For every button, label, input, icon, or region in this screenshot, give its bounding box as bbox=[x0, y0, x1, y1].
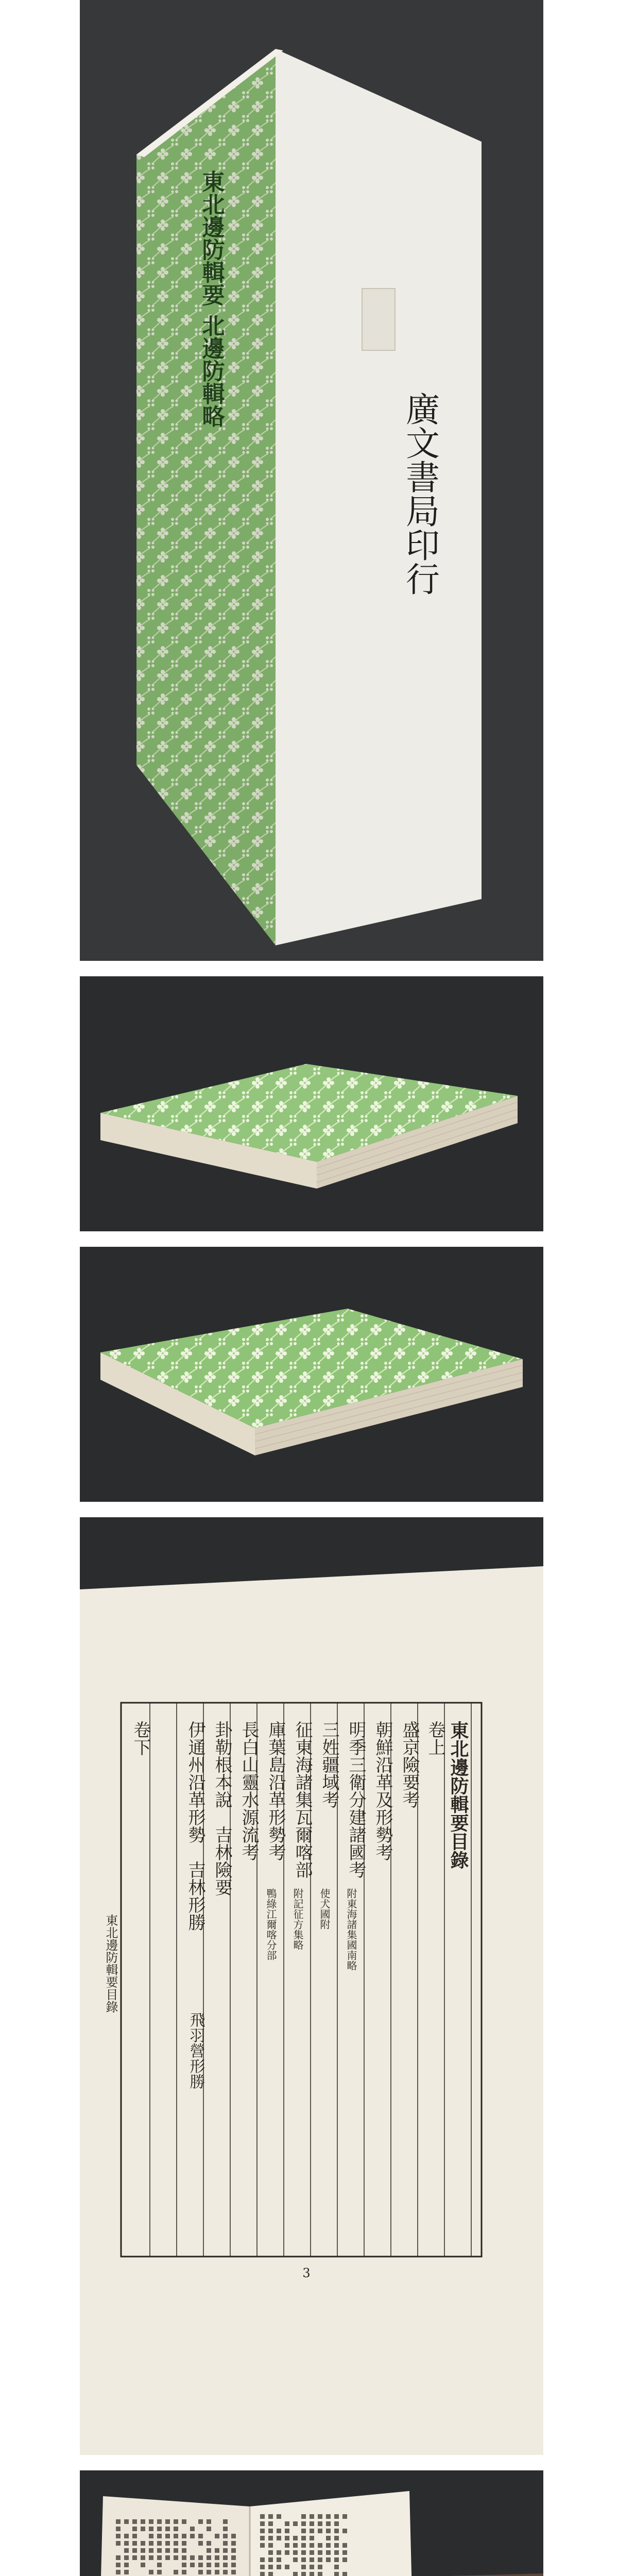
glyph-mark bbox=[124, 2563, 129, 2567]
glyph-mark bbox=[116, 2519, 121, 2524]
glyph-mark bbox=[116, 2570, 121, 2574]
glyph-mark bbox=[285, 2529, 289, 2533]
glyph-mark bbox=[260, 2543, 265, 2548]
glyph-mark bbox=[318, 2529, 322, 2533]
glyph-mark bbox=[260, 2529, 265, 2533]
glyph-mark bbox=[157, 2541, 162, 2546]
glyph-mark bbox=[141, 2563, 145, 2567]
toc-line: 明季三衛分建諸國考 bbox=[346, 1721, 366, 1878]
glyph-mark bbox=[268, 2565, 273, 2569]
toc-vol-upper: 卷上 bbox=[425, 1721, 445, 1756]
glyph-mark bbox=[141, 2519, 145, 2524]
glyph-mark bbox=[165, 2527, 170, 2531]
toc-note: 鴨綠江爾喀分部 bbox=[265, 1888, 277, 1960]
glyph-mark bbox=[260, 2536, 265, 2540]
glyph-mark bbox=[141, 2527, 145, 2531]
glyph-mark bbox=[149, 2570, 153, 2574]
glyph-mark bbox=[207, 2548, 211, 2553]
glyph-mark bbox=[318, 2543, 322, 2548]
glyph-mark bbox=[149, 2541, 153, 2546]
glyph-mark bbox=[132, 2534, 137, 2538]
glyph-mark bbox=[223, 2548, 228, 2553]
glyph-mark bbox=[231, 2563, 236, 2567]
glyph-mark bbox=[198, 2519, 203, 2524]
glyph-mark bbox=[310, 2514, 314, 2519]
toc-header: 東北邊防輯要目錄 bbox=[448, 1721, 469, 1869]
toc-extra-line: 飛羽營形勝 bbox=[186, 2012, 205, 2089]
glyph-mark bbox=[116, 2541, 121, 2546]
glyph-mark bbox=[174, 2555, 178, 2560]
glyph-mark bbox=[334, 2565, 339, 2569]
glyph-mark bbox=[190, 2527, 195, 2531]
glyph-mark bbox=[215, 2555, 219, 2560]
glyph-mark bbox=[334, 2529, 339, 2533]
glyph-mark bbox=[149, 2555, 153, 2560]
glyph-mark bbox=[124, 2570, 129, 2574]
glyph-mark bbox=[260, 2572, 265, 2576]
glyph-mark bbox=[174, 2527, 178, 2531]
toc-line: 伊通州沿革形勢 吉林形勝 bbox=[185, 1721, 205, 1931]
toc-line: 征東海諸集瓦爾喀部 bbox=[292, 1721, 313, 1878]
glyph-mark bbox=[116, 2563, 121, 2567]
book-lying-illustration bbox=[80, 976, 543, 1231]
glyph-mark bbox=[326, 2557, 331, 2562]
glyph-mark bbox=[124, 2519, 129, 2524]
glyph-mark bbox=[223, 2570, 228, 2574]
glyph-mark bbox=[174, 2534, 178, 2538]
toc-note: 使犬國附 bbox=[318, 1888, 331, 1929]
photo-book-lying-front bbox=[80, 976, 543, 1231]
photo-book-lying-angle bbox=[80, 1247, 543, 1502]
glyph-mark bbox=[342, 2550, 347, 2555]
glyph-mark bbox=[132, 2548, 137, 2553]
book-angle-illustration bbox=[80, 1247, 543, 1502]
glyph-mark bbox=[132, 2555, 137, 2560]
glyph-mark bbox=[293, 2557, 298, 2562]
photo-open-book-1 bbox=[80, 2470, 543, 2576]
glyph-mark bbox=[182, 2555, 186, 2560]
toc-note: 附東海諸集國南略 bbox=[345, 1888, 357, 1971]
glyph-mark bbox=[342, 2543, 347, 2548]
glyph-mark bbox=[301, 2572, 306, 2576]
glyph-mark bbox=[198, 2555, 203, 2560]
glyph-mark bbox=[285, 2543, 289, 2548]
glyph-mark bbox=[326, 2550, 331, 2555]
glyph-mark bbox=[301, 2550, 306, 2555]
glyph-mark bbox=[318, 2557, 322, 2562]
glyph-mark bbox=[326, 2529, 331, 2533]
glyph-mark bbox=[207, 2570, 211, 2574]
toc-line: 三姓疆域考 bbox=[319, 1721, 339, 1808]
glyph-mark bbox=[207, 2527, 211, 2531]
glyph-mark bbox=[310, 2557, 314, 2562]
glyph-mark bbox=[157, 2555, 162, 2560]
glyph-mark bbox=[182, 2563, 186, 2567]
glyph-mark bbox=[285, 2565, 289, 2569]
glyph-mark bbox=[268, 2536, 273, 2540]
glyph-mark bbox=[207, 2541, 211, 2546]
glyph-mark bbox=[260, 2565, 265, 2569]
glyph-mark bbox=[277, 2557, 281, 2562]
glyph-mark bbox=[301, 2514, 306, 2519]
photo-book-standing bbox=[80, 0, 543, 961]
toc-page-number: 3 bbox=[302, 2266, 311, 2280]
glyph-mark bbox=[310, 2529, 314, 2533]
toc-line: 朝鮮沿革及形勢考 bbox=[372, 1721, 393, 1861]
glyph-mark bbox=[326, 2536, 331, 2540]
glyph-mark bbox=[293, 2550, 298, 2555]
toc-margin-title: 東北邊防輯要目錄 bbox=[104, 1914, 118, 2013]
glyph-mark bbox=[334, 2514, 339, 2519]
glyph-mark bbox=[174, 2519, 178, 2524]
glyph-mark bbox=[223, 2555, 228, 2560]
glyph-mark bbox=[149, 2527, 153, 2531]
glyph-mark bbox=[277, 2565, 281, 2569]
glyph-mark bbox=[207, 2555, 211, 2560]
glyph-mark bbox=[310, 2536, 314, 2540]
glyph-mark bbox=[318, 2565, 322, 2569]
open-book-1-illustration bbox=[80, 2470, 543, 2576]
glyph-mark bbox=[326, 2521, 331, 2526]
glyph-mark bbox=[310, 2543, 314, 2548]
glyph-mark bbox=[268, 2521, 273, 2526]
glyph-mark bbox=[190, 2534, 195, 2538]
glyph-mark bbox=[198, 2563, 203, 2567]
glyph-mark bbox=[334, 2550, 339, 2555]
glyph-mark bbox=[198, 2534, 203, 2538]
glyph-mark bbox=[174, 2570, 178, 2574]
glyph-mark bbox=[215, 2534, 219, 2538]
glyph-mark bbox=[124, 2548, 129, 2553]
glyph-mark bbox=[223, 2534, 228, 2538]
glyph-mark bbox=[334, 2572, 339, 2576]
glyph-mark bbox=[231, 2555, 236, 2560]
glyph-mark bbox=[293, 2521, 298, 2526]
toc-line: 長白山靈水源流考 bbox=[238, 1721, 259, 1861]
glyph-mark bbox=[326, 2514, 331, 2519]
contents-page-illustration bbox=[80, 1517, 543, 2455]
glyph-mark bbox=[132, 2519, 137, 2524]
glyph-mark bbox=[223, 2527, 228, 2531]
book-standing-illustration bbox=[80, 0, 543, 961]
glyph-mark bbox=[182, 2519, 186, 2524]
glyph-mark bbox=[268, 2543, 273, 2548]
glyph-mark bbox=[116, 2527, 121, 2531]
glyph-mark bbox=[260, 2514, 265, 2519]
glyph-mark bbox=[301, 2521, 306, 2526]
glyph-mark bbox=[174, 2541, 178, 2546]
glyph-mark bbox=[334, 2536, 339, 2540]
glyph-mark bbox=[198, 2570, 203, 2574]
glyph-mark bbox=[190, 2555, 195, 2560]
glyph-mark bbox=[268, 2572, 273, 2576]
glyph-mark bbox=[141, 2548, 145, 2553]
glyph-mark bbox=[293, 2536, 298, 2540]
glyph-mark bbox=[141, 2541, 145, 2546]
glyph-mark bbox=[277, 2550, 281, 2555]
glyph-mark bbox=[293, 2572, 298, 2576]
toc-line: 盛京險要考 bbox=[399, 1721, 420, 1808]
glyph-mark bbox=[141, 2555, 145, 2560]
glyph-mark bbox=[342, 2572, 347, 2576]
glyph-mark bbox=[301, 2529, 306, 2533]
glyph-mark bbox=[198, 2541, 203, 2546]
glyph-mark bbox=[157, 2548, 162, 2553]
glyph-mark bbox=[149, 2548, 153, 2553]
glyph-mark bbox=[277, 2529, 281, 2533]
glyph-mark bbox=[277, 2536, 281, 2540]
glyph-mark bbox=[207, 2519, 211, 2524]
glyph-mark bbox=[215, 2548, 219, 2553]
glyph-mark bbox=[190, 2563, 195, 2567]
glyph-mark bbox=[342, 2514, 347, 2519]
glyph-mark bbox=[231, 2534, 236, 2538]
glyph-mark bbox=[342, 2529, 347, 2533]
glyph-mark bbox=[116, 2534, 121, 2538]
glyph-mark bbox=[301, 2543, 306, 2548]
glyph-mark bbox=[149, 2519, 153, 2524]
glyph-mark bbox=[116, 2555, 121, 2560]
toc-line: 卦勒根本說 吉林險要 bbox=[212, 1721, 232, 1896]
glyph-mark bbox=[260, 2557, 265, 2562]
glyph-mark bbox=[207, 2563, 211, 2567]
glyph-mark bbox=[277, 2514, 281, 2519]
glyph-mark bbox=[326, 2543, 331, 2548]
glyph-mark bbox=[342, 2557, 347, 2562]
glyph-mark bbox=[165, 2519, 170, 2524]
glyph-mark bbox=[268, 2529, 273, 2533]
glyph-mark bbox=[310, 2521, 314, 2526]
photo-contents-page bbox=[80, 1517, 543, 2455]
glyph-mark bbox=[231, 2570, 236, 2574]
glyph-mark bbox=[124, 2534, 129, 2538]
glyph-mark bbox=[182, 2570, 186, 2574]
glyph-mark bbox=[318, 2521, 322, 2526]
glyph-mark bbox=[231, 2541, 236, 2546]
glyph-mark bbox=[223, 2563, 228, 2567]
toc-vol-lower: 卷下 bbox=[130, 1721, 151, 1756]
glyph-mark bbox=[157, 2534, 162, 2538]
glyph-mark bbox=[182, 2534, 186, 2538]
glyph-mark bbox=[285, 2536, 289, 2540]
glyph-mark bbox=[268, 2514, 273, 2519]
glyph-mark bbox=[318, 2514, 322, 2519]
glyph-mark bbox=[301, 2557, 306, 2562]
glyph-mark bbox=[157, 2519, 162, 2524]
glyph-mark bbox=[182, 2541, 186, 2546]
glyph-mark bbox=[182, 2548, 186, 2553]
glyph-mark bbox=[268, 2550, 273, 2555]
glyph-mark bbox=[157, 2527, 162, 2531]
glyph-mark bbox=[149, 2534, 153, 2538]
glyph-mark bbox=[157, 2570, 162, 2574]
glyph-mark bbox=[165, 2541, 170, 2546]
glyph-mark bbox=[285, 2550, 289, 2555]
glyph-mark bbox=[334, 2543, 339, 2548]
glyph-mark bbox=[165, 2555, 170, 2560]
toc-note: 附記征方集略 bbox=[291, 1888, 304, 1950]
glyph-mark bbox=[310, 2550, 314, 2555]
glyph-mark bbox=[301, 2536, 306, 2540]
glyph-mark bbox=[124, 2555, 129, 2560]
toc-line: 庫葉島沿革形勢考 bbox=[265, 1721, 286, 1861]
glyph-mark bbox=[174, 2548, 178, 2553]
glyph-mark bbox=[165, 2534, 170, 2538]
glyph-mark bbox=[334, 2521, 339, 2526]
glyph-mark bbox=[260, 2521, 265, 2526]
glyph-mark bbox=[165, 2548, 170, 2553]
glyph-mark bbox=[231, 2548, 236, 2553]
glyph-mark bbox=[124, 2541, 129, 2546]
glyph-mark bbox=[318, 2550, 322, 2555]
glyph-mark bbox=[318, 2572, 322, 2576]
glyph-mark bbox=[132, 2541, 137, 2546]
glyph-mark bbox=[223, 2519, 228, 2524]
glyph-mark bbox=[334, 2557, 339, 2562]
glyph-mark bbox=[223, 2541, 228, 2546]
glyph-mark bbox=[285, 2521, 289, 2526]
glyph-mark bbox=[310, 2572, 314, 2576]
glyph-mark bbox=[215, 2563, 219, 2567]
cover-imprint: 廣文書局印行 bbox=[400, 392, 440, 596]
glyph-mark bbox=[310, 2565, 314, 2569]
glyph-mark bbox=[215, 2570, 219, 2574]
glyph-mark bbox=[301, 2565, 306, 2569]
glyph-mark bbox=[157, 2563, 162, 2567]
glyph-mark bbox=[293, 2543, 298, 2548]
glyph-mark bbox=[132, 2527, 137, 2531]
spine-title: 東北邊防輯要 北邊防輯略 bbox=[198, 170, 225, 428]
glyph-mark bbox=[268, 2557, 273, 2562]
